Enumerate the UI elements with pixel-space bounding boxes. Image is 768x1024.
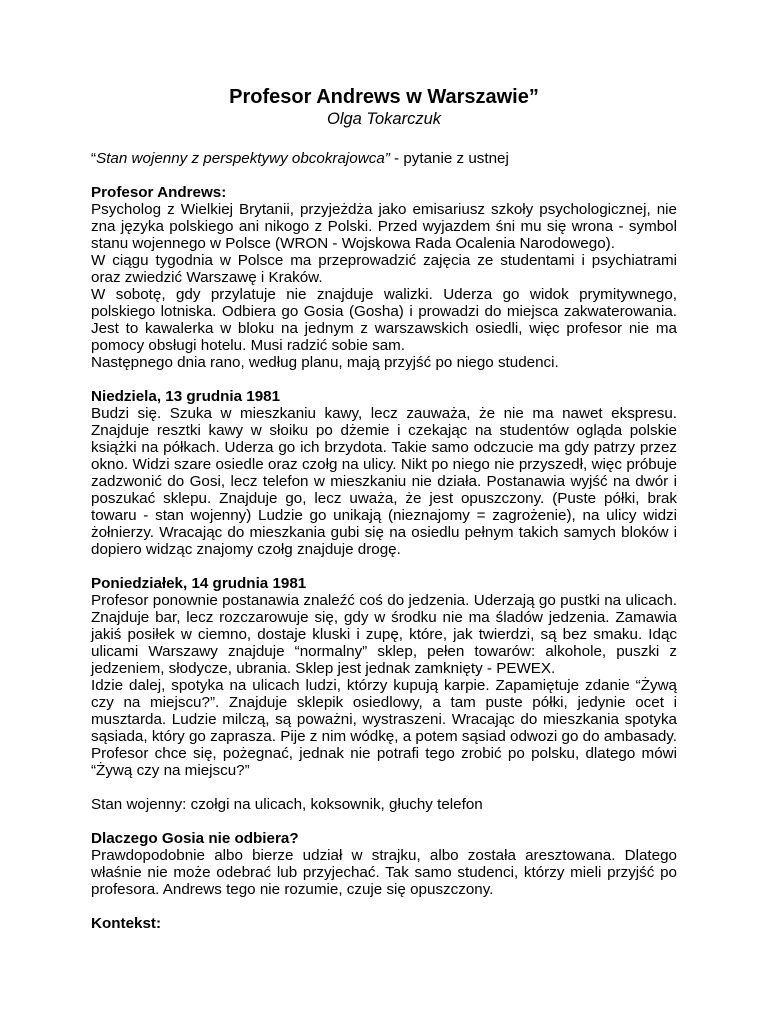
intro-rest: - pytanie z ustnej [389,150,509,167]
document-title: Profesor Andrews w Warszawie” [229,86,539,108]
section-heading-why-gosia: Dlaczego Gosia nie odbiera? [91,830,299,847]
document-author: Olga Tokarczuk [326,110,442,128]
section-heading-context: Kontekst: [91,915,162,932]
paragraph: Psycholog z Wielkiej Brytanii, przyjeżdża jako emisariusz szkoły psychologicznej, nie zna języka polskiego ani nikogo z Polski. Przed wyjazdem śni mu się wrona - symbol stanu wojennego w Polsce (WRON - Wojskowa Rada Ocalenia Narodowego). [91,201,677,252]
intro-italic: Stan wojenny z perspektywy obcokrajowca” [96,150,390,167]
paragraph: Profesor ponownie postanawia znaleźć coś do jedzenia. Uderzają go pustki na ulicach. Znajduje bar, lecz rozczarowuje się, gdy w środku nie ma śladów jedzenia. Zamawia jakiś posiłek w ciemno, dostaje kluski i zupę, które, jak twierdzi, są bez smaku. Idąc ulicami Warszawy znajduje “normalny” sklep, pełen towarów: alkohole, puszki z jedzeniem, słodycze, ubrania. Sklep jest jednak zamknięty - PEWEX. [91,592,677,677]
section-heading-sunday: Niedziela, 13 grudnia 1981 [91,388,281,405]
martial-law-note: Stan wojenny: czołgi na ulicach, koksownik, głuchy telefon [91,796,483,813]
section-heading-monday: Poniedziałek, 14 grudnia 1981 [91,575,307,592]
intro-line [91,150,677,167]
paragraph: W ciągu tygodnia w Polsce ma przeprowadzić zajęcia ze studentami i psychiatrami oraz zwiedzić Warszawę i Kraków. [91,252,677,286]
intro-open-quote: “ [91,150,97,167]
paragraph: W sobotę, gdy przylatuje nie znajduje walizki. Uderza go widok prymitywnego, polskiego lotniska. Odbiera go Gosia (Gosha) i prowadzi do miejsca zakwaterowania. Jest to kawalerka w bloku na jednym z warszawskich osiedli, więc profesor nie ma pomocy obsługi hotelu. Musi radzić sobie sam. [91,286,677,354]
section-heading-andrews: Profesor Andrews: [91,184,227,201]
paragraph: Idzie dalej, spotyka na ulicach ludzi, którzy kupują karpie. Zapamiętuje zdanie “Żywą czy na miejscu?”. Znajduje sklepik osiedlowy, a tam puste półki, jedynie ocet i musztarda. Ludzie milczą, są poważni, wystraszeni. Wracając do mieszkania spotyka sąsiada, który go zaprasza. Pije z nim wódkę, a potem sąsiad odwozi go do ambasady. Profesor chce się, pożegnać, jednak nie potrafi tego zrobić po polsku, dlatego mówi “Żywą czy na miejscu?” [91,677,677,779]
paragraph: Następnego dnia rano, według planu, mają przyjść po niego studenci. [91,354,559,371]
paragraph: Prawdopodobnie albo bierze udział w strajku, albo została aresztowana. Dlatego właśnie nie może odebrać lub przyjechać. Tak samo studenci, którzy mieli przyjść po profesora. Andrews tego nie rozumie, czuje się opuszczony. [91,847,677,898]
paragraph: Budzi się. Szuka w mieszkaniu kawy, lecz zauważa, że nie ma nawet ekspresu. Znajduje resztki kawy w słoiku po dżemie i czekając na studentów ogląda polskie książki na półkach. Uderza go ich brzydota. Takie samo odczucie ma gdy patrzy przez okno. Widzi szare osiedle oraz czołg na ulicy. Nikt po niego nie przyszedł, więc próbuje zadzwonić do Gosi, lecz telefon w mieszkaniu nie działa. Postanawia wyjść na dwór i poszukać sklepu. Znajduje go, lecz uważa, że jest opuszczony. (Puste półki, brak towaru - stan wojenny) Ludzie go unikają (nieznajomy = zagrożenie), na ulicy widzi żołnierzy. Wracając do mieszkania gubi się na osiedlu pełnym takich samych bloków i dopiero widząc znajomy czołg znajduje drogę. [91,405,677,558]
